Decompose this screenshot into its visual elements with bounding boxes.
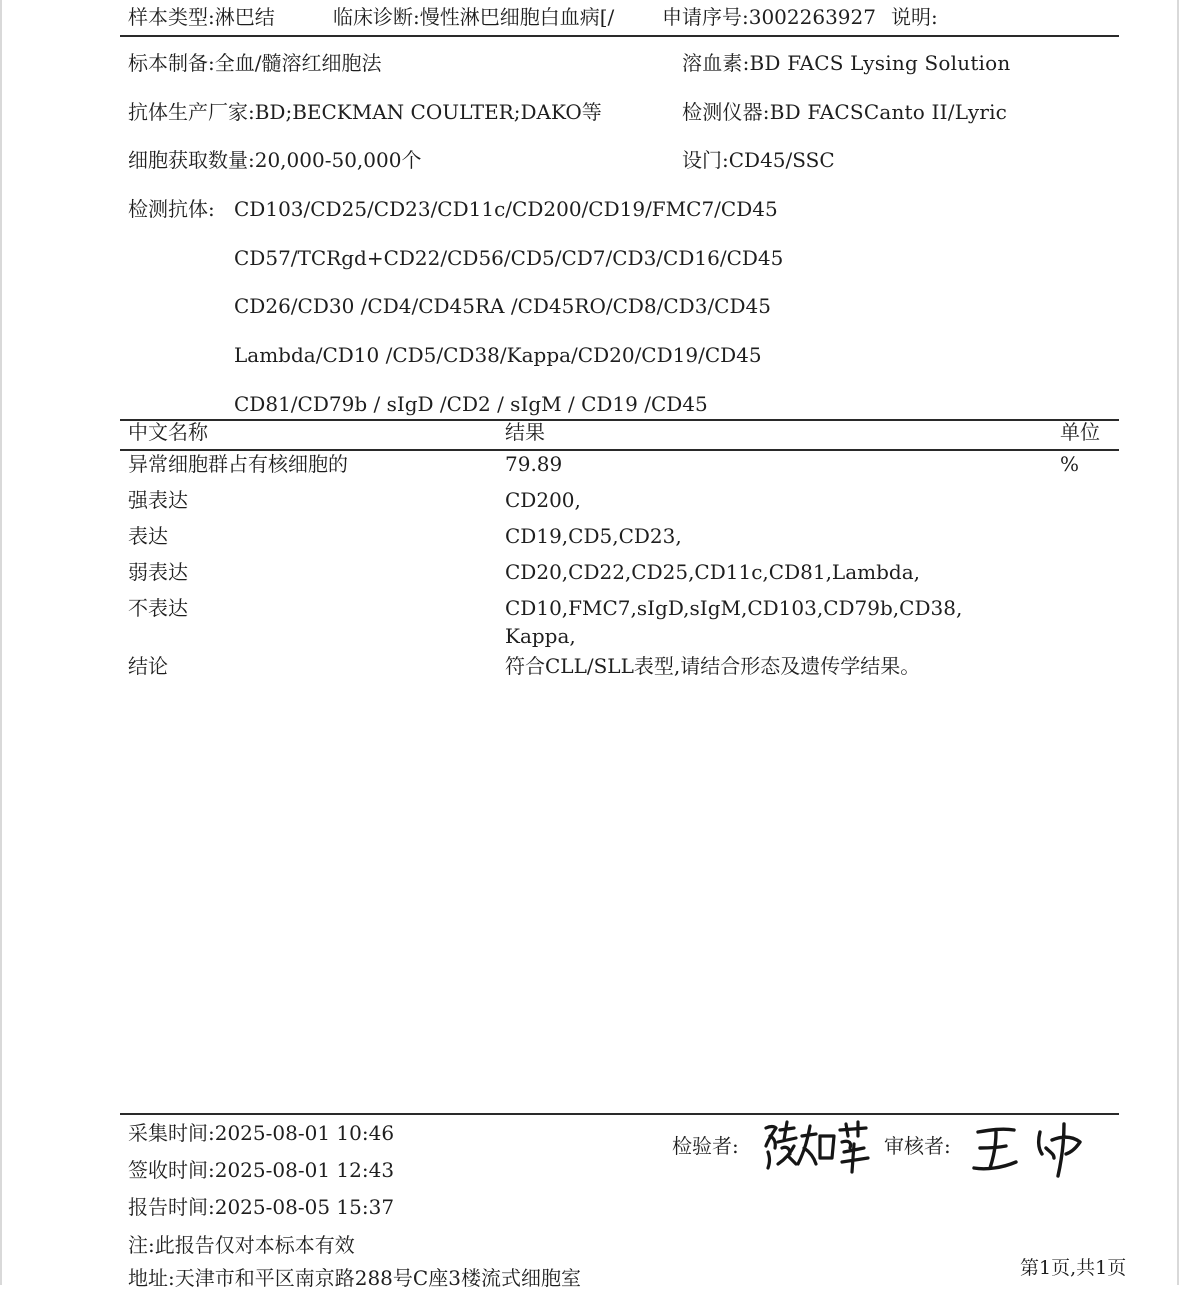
sample-type: 样本类型:淋巴结 [128,5,275,29]
footer-divider [120,1113,1119,1115]
gating: 设门:CD45/SSC [682,148,835,172]
row-result: CD10,FMC7,sIgD,sIgM,CD103,CD79b,CD38, [505,596,963,620]
table-top-border [120,419,1119,421]
page-info: 第1页,共1页 [1020,1257,1127,1279]
header-divider [120,35,1119,37]
report-time: 报告时间:2025-08-05 15:37 [128,1195,395,1219]
receive-time: 签收时间:2025-08-01 12:43 [128,1158,395,1182]
column-header-name: 中文名称 [128,420,208,444]
antibody-line: CD81/CD79b / sIgD /CD2 / sIgM / CD19 /CD45 [234,392,708,416]
antibody-line: CD57/TCRgd+CD22/CD56/CD5/CD7/CD3/CD16/CD45 [234,246,784,270]
row-name: 弱表达 [128,560,188,584]
request-number: 申请序号:3002263927 [662,5,876,29]
row-result: CD20,CD22,CD25,CD11c,CD81,Lambda, [505,560,920,584]
antibodies-label: 检测抗体: [128,197,215,221]
instrument: 检测仪器:BD FACSCanto II/Lyric [682,100,1008,124]
row-name: 表达 [128,524,168,548]
antibody-line: CD103/CD25/CD23/CD11c/CD200/CD19/FMC7/CD45 [234,197,778,221]
row-name: 不表达 [128,596,188,620]
note-label: 说明: [891,5,938,29]
validity-note: 注:此报告仅对本标本有效 [128,1233,355,1257]
row-name: 异常细胞群占有核细胞的 [128,452,348,476]
row-name: 强表达 [128,488,188,512]
lysing-solution: 溶血素:BD FACS Lysing Solution [682,51,1011,75]
row-result: 79.89 [505,452,563,476]
tester-signature-image [760,1118,872,1176]
row-result: CD19,CD5,CD23, [505,524,682,548]
row-result: CD200, [505,488,581,512]
antibody-line: CD26/CD30 /CD4/CD45RA /CD45RO/CD8/CD3/CD45 [234,294,771,318]
row-name: 结论 [128,654,168,678]
specimen-prep: 标本制备:全血/髓溶红细胞法 [128,51,382,75]
clinical-diagnosis: 临床诊断:慢性淋巴细胞白血病[/ [333,5,615,29]
tester-label: 检验者: [672,1134,739,1158]
reviewer-signature-image [968,1118,1084,1180]
table-header-divider [120,449,1119,451]
lab-address: 地址:天津市和平区南京路288号C座3楼流式细胞室 [128,1266,581,1290]
row-unit: % [1060,452,1080,476]
reviewer-label: 审核者: [884,1134,951,1158]
antibody-line: Lambda/CD10 /CD5/CD38/Kappa/CD20/CD19/CD45 [234,343,762,367]
page-edge-left [0,0,2,1285]
antibody-manufacturer: 抗体生产厂家:BD;BECKMAN COULTER;DAKO等 [128,100,602,124]
collect-time: 采集时间:2025-08-01 10:46 [128,1121,395,1145]
cell-count: 细胞获取数量:20,000-50,000个 [128,148,422,172]
column-header-unit: 单位 [1060,420,1100,444]
row-result-continued: Kappa, [505,624,576,648]
conclusion-text: 符合CLL/SLL表型,请结合形态及遗传学结果。 [505,654,921,678]
column-header-result: 结果 [505,420,545,444]
